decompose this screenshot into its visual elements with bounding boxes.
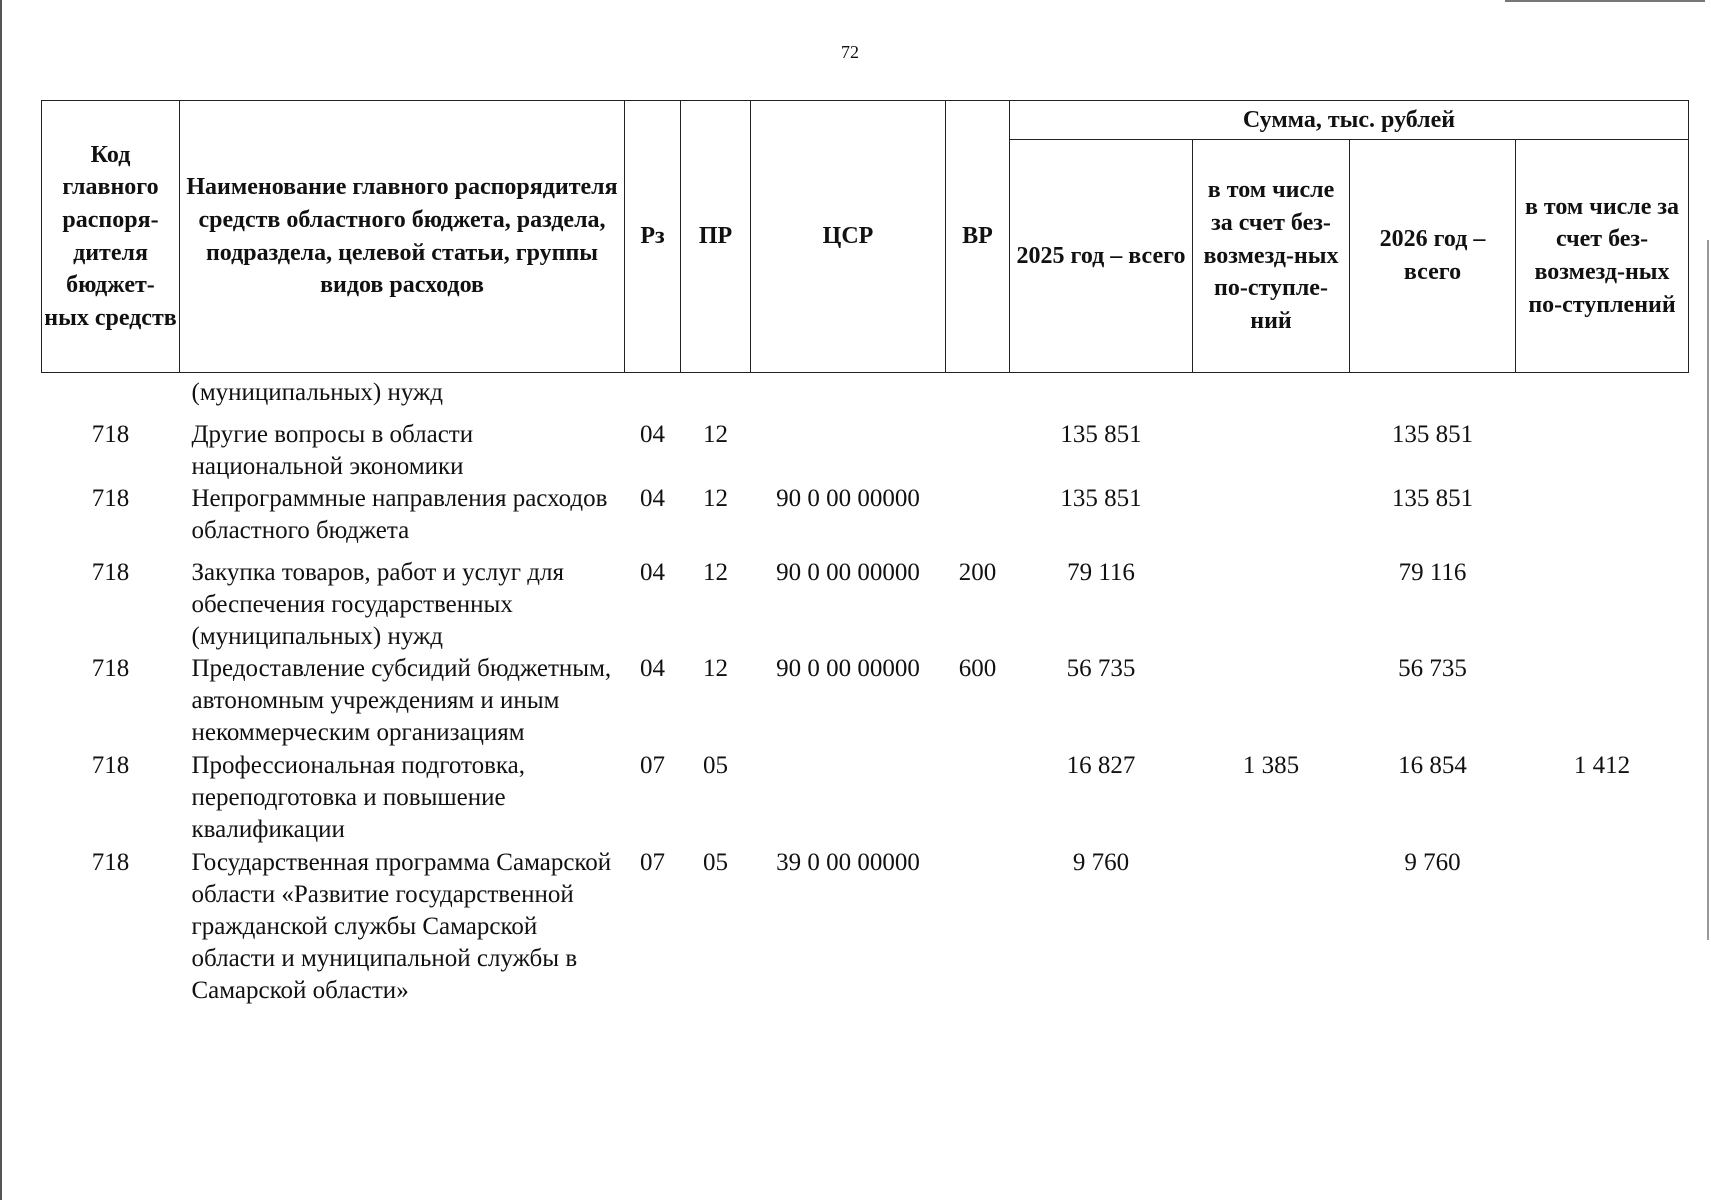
cell-pr: 12: [703, 421, 728, 448]
cell-2026-grants: [1516, 373, 1689, 410]
cell-2026-total: 56 735: [1398, 655, 1467, 682]
cell-2026-total: 79 116: [1398, 559, 1467, 586]
cell-code: [42, 373, 180, 410]
cell-2025-grants: [1193, 653, 1350, 749]
scan-right-edge: [1707, 240, 1709, 940]
cell-rz: 07: [640, 849, 665, 876]
cell-vr: [946, 483, 1010, 547]
cell-vr: [946, 373, 1010, 410]
cell-2025-total: 79 116: [1067, 559, 1135, 586]
cell-2026-total: 9 760: [1404, 849, 1461, 876]
cell-pr: 12: [703, 655, 728, 682]
cell-csr: 90 0 00 00000: [776, 655, 920, 682]
cell-code: 718: [91, 485, 130, 512]
cell-2025-total: 56 735: [1066, 655, 1136, 682]
cell-2025-grants: [1193, 373, 1350, 410]
header-2025-grants: в том числе за счет без-возмезд-ных по-ступле-ний: [1193, 140, 1350, 373]
cell-2025-grants: 1 385: [1242, 752, 1300, 779]
cell-csr: 90 0 00 00000: [776, 559, 920, 586]
cell-name: Непрограммные направления расходов областного бюджета: [191, 485, 608, 544]
header-csr: ЦСР: [751, 101, 946, 373]
cell-name: Профессиональная подготовка, переподготовка и повышение квалификации: [191, 752, 526, 843]
cell-2025-total: [1010, 373, 1193, 410]
cell-name: Закупка товаров, работ и услуг для обеспечения государственных (муниципальных) нужд: [191, 559, 564, 650]
table-row: [42, 483, 1689, 547]
cell-name: Предоставление субсидий бюджетным, автономным учреждениям и иным некоммерческим организациям: [191, 655, 612, 746]
cell-code: 718: [91, 655, 130, 682]
scan-left-edge: [0, 0, 2, 1200]
header-sum-group: Сумма, тыс. рублей: [1010, 101, 1689, 140]
cell-2026-total: 135 851: [1391, 421, 1474, 448]
cell-rz: 04: [640, 421, 665, 448]
cell-name: Другие вопросы в области национальной экономики: [191, 421, 474, 480]
cell-code: 718: [91, 752, 130, 779]
cell-pr: 12: [703, 559, 728, 586]
header-code: Код главного распоря-дителя бюджет-ных средств: [42, 101, 180, 373]
cell-rz: 04: [640, 485, 665, 512]
cell-2025-total: 9 760: [1072, 849, 1130, 876]
cell-2025-grants: [1193, 483, 1350, 547]
table-row: [42, 409, 1689, 483]
cell-pr: 12: [703, 485, 728, 512]
cell-2026-total: [1350, 373, 1516, 410]
cell-2025-total: 16 827: [1066, 752, 1136, 779]
cell-2025-total: 135 851: [1060, 485, 1142, 512]
table-row: [42, 749, 1689, 846]
cell-2026-grants: [1516, 547, 1689, 653]
cell-rz: 07: [640, 752, 665, 779]
cell-csr: [751, 409, 946, 483]
cell-vr: [946, 846, 1010, 1007]
header-rz: Рз: [625, 101, 681, 373]
header-2026-grants: в том числе за счет без-возмезд-ных по-ступлений: [1516, 140, 1689, 373]
header-2026-total: 2026 год – всего: [1350, 140, 1516, 373]
cell-2026-total: 16 854: [1398, 752, 1467, 779]
cell-name: (муниципальных) нужд: [191, 379, 444, 406]
cell-csr: 90 0 00 00000: [776, 485, 920, 512]
cell-2026-grants: [1516, 653, 1689, 749]
cell-name: Государственная программа Самарской области «Развитие государственной гражданской службы Самарской области и муниципальной службы в Самарской области»: [191, 849, 612, 1004]
budget-table: [41, 100, 1689, 1007]
cell-2026-total: 135 851: [1391, 485, 1474, 512]
cell-pr: 05: [703, 849, 728, 876]
scan-top-rule: [1505, 0, 1705, 2]
header-pr: ПР: [681, 101, 751, 373]
budget-table-wrap: [41, 100, 1688, 1007]
cell-vr: 200: [958, 559, 997, 586]
header-name: Наименование главного распорядителя средств областного бюджета, раздела, подраздела, целевой статьи, группы видов расходов: [180, 101, 625, 373]
cell-2026-grants: [1516, 483, 1689, 547]
cell-pr: [681, 373, 751, 410]
table-row: [42, 547, 1689, 653]
table-body: [42, 373, 1689, 1008]
table-row: [42, 373, 1689, 410]
cell-2026-grants: [1516, 409, 1689, 483]
cell-2026-grants: 1 412: [1573, 752, 1631, 779]
cell-vr: [946, 749, 1010, 846]
cell-vr: 600: [958, 655, 997, 682]
cell-csr: [751, 749, 946, 846]
cell-rz: 04: [640, 655, 665, 682]
cell-code: 718: [91, 559, 130, 586]
table-row: [42, 846, 1689, 1007]
header-2025-total: 2025 год – всего: [1010, 140, 1193, 373]
cell-2025-grants: [1193, 547, 1350, 653]
table-header: [42, 101, 1689, 373]
table-row: [42, 653, 1689, 749]
cell-2025-grants: [1193, 846, 1350, 1007]
cell-2025-grants: [1193, 409, 1350, 483]
cell-2026-grants: [1516, 846, 1689, 1007]
cell-2025-total: 135 851: [1060, 421, 1142, 448]
cell-csr: 39 0 00 00000: [776, 849, 920, 876]
cell-pr: 05: [703, 752, 728, 779]
cell-rz: [625, 373, 681, 410]
cell-rz: 04: [640, 559, 665, 586]
cell-code: 718: [91, 421, 130, 448]
page-number: 72: [841, 42, 859, 62]
header-vr: ВР: [946, 101, 1010, 373]
cell-vr: [946, 409, 1010, 483]
cell-code: 718: [91, 849, 130, 876]
cell-csr: [751, 373, 946, 410]
